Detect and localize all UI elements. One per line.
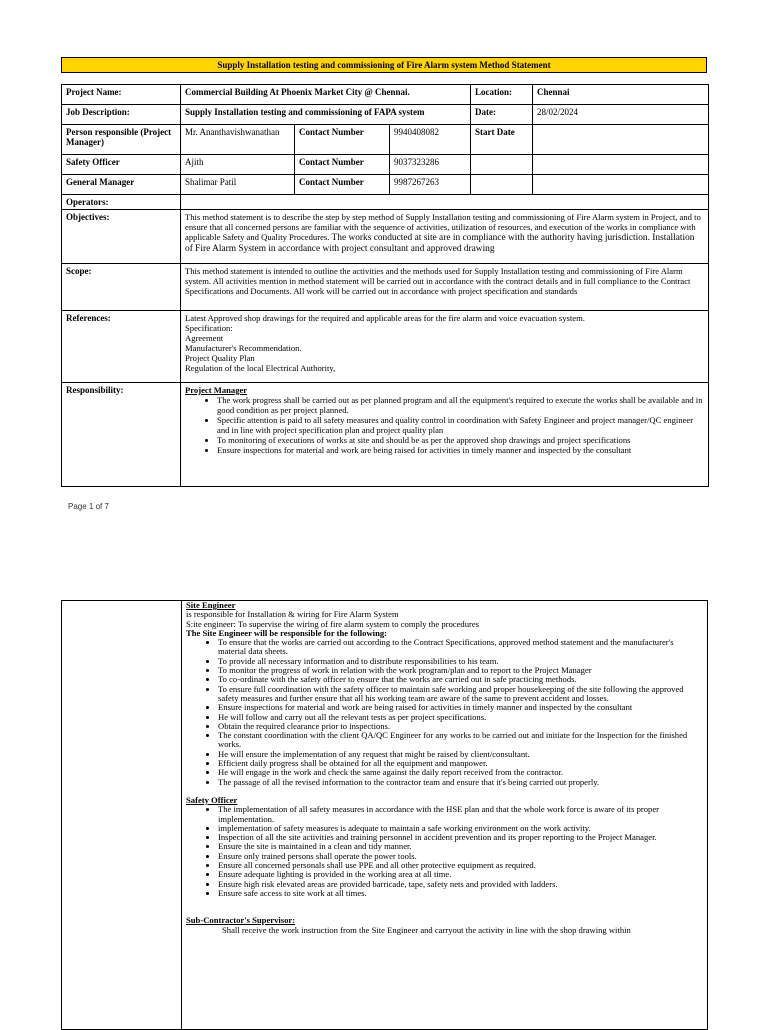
safety-officer-label: Safety Officer <box>62 155 181 175</box>
list-item: • He will engage in the work and check the same against the daily report received from the contractor. <box>218 768 703 777</box>
list-item: • Specific attention is paid to all safety measures and quality control in coordination with Safety Engineer and project manager/QC engineer and in line with project specification plan and project quality plan <box>217 415 704 435</box>
job-value: Supply Installation testing and commissioning of FAPA system <box>181 105 471 125</box>
document-title: Supply Installation testing and commissioning of Fire Alarm system Method Statement <box>61 57 707 73</box>
project-name-label: Project Name: <box>62 85 181 105</box>
reference-item: Project Quality Plan <box>185 353 255 363</box>
page-two-label-column <box>62 601 182 1029</box>
objectives-label: Objectives: <box>62 210 181 264</box>
gm-value: Shalimar Patil <box>181 175 295 195</box>
list-item: • To co-ordinate with the safety officer to ensure that the works are carried out in safe practicing methods. <box>218 675 703 684</box>
list-item: • Efficient daily progress shall be obtained for all the equipment and manpower. <box>218 759 703 768</box>
empty-cell <box>471 155 533 175</box>
location-value: Chennai <box>533 85 709 105</box>
site-engineer-heading: Site Engineer <box>186 600 236 610</box>
list-item: • The implementation of all safety measures in accordance with the HSE plan and that the whole work force is aware of its proper implementation. <box>218 805 703 824</box>
safety-officer-list <box>186 805 703 898</box>
project-name-value: Commercial Building At Phoenix Market City @ Chennai. <box>181 85 471 105</box>
start-date-label: Start Date <box>471 125 533 155</box>
page-two-content <box>186 601 703 935</box>
date-label: Date: <box>471 105 533 125</box>
list-item: • Ensure safe access to site work at all times. <box>218 889 703 898</box>
list-item: • Ensure inspections for material and work are being raised for activities in timely manner and inspected by the consultant <box>218 703 703 712</box>
site-engineer-list <box>186 638 703 787</box>
date-value: 28/02/2024 <box>533 105 709 125</box>
reference-item: Latest Approved shop drawings for the required and applicable areas for the fire alarm and voice evacuation system. <box>185 313 585 323</box>
pm-list <box>185 395 704 455</box>
site-engineer-line: S:ite engineer: To supervise the wiring of fire alarm system to comply the procedures <box>186 618 480 629</box>
safety-officer-heading: Safety Officer <box>186 794 238 805</box>
gm-contact: 9987267263 <box>390 175 471 195</box>
list-item: • He will follow and carry out all the relevant tests as per project specifications. <box>218 713 703 722</box>
start-date-value <box>533 125 709 155</box>
spacer <box>186 787 703 796</box>
page-two-table <box>61 600 708 1030</box>
safety-officer-value: Ajith <box>181 155 295 175</box>
gm-contact-label: Contact Number <box>295 175 390 195</box>
operators-value <box>181 195 709 210</box>
references-value <box>181 311 709 383</box>
scope-label: Scope: <box>62 264 181 311</box>
empty-cell <box>533 175 709 195</box>
operators-label: Operators: <box>62 195 181 210</box>
project-info-table <box>61 84 709 487</box>
list-item: • Ensure adequate lighting is provided in the working area at all time. <box>218 870 703 879</box>
job-label: Job Description: <box>62 105 181 125</box>
subcontractor-line: Shall receive the work instruction from the Site Engineer and carryout the activity in line with the shop drawing within <box>222 924 631 935</box>
reference-item: Specification: <box>185 323 233 333</box>
list-item: • Ensure high risk elevated areas are provided barricade, tape, safety nets and provided with ladders. <box>218 880 703 889</box>
objectives-text-1: This method statement is to describe the step by step method of Supply Installation testing and commissioning of Fire Alarm system in Project, and to ensure that all concerned persons are familiar with the sequence of activities, utilization of resources, and execution of the works in compliance with applicable Safety and Quality Procedures. <box>185 212 701 242</box>
list-item: • Ensure only trained persons shall operate the power tools. <box>218 852 703 861</box>
list-item: • The passage of all the revised information to the contractor team and ensure that it's being carried out properly. <box>218 778 703 787</box>
location-label: Location: <box>471 85 533 105</box>
list-item: • To monitoring of executions of works at site and should be as per the approved shop drawings and project specifications <box>217 435 704 445</box>
spacer <box>186 898 703 916</box>
site-engineer-subheading: The Site Engineer will be responsible for the following: <box>186 627 388 638</box>
gm-label: General Manager <box>62 175 181 195</box>
list-item: • To monitor the progress of work in relation with the work program/plan and to report to the Project Manager <box>218 666 703 675</box>
list-item: • To ensure that the works are carried out according to the Contract Specifications, approved method statement and the manufacturer's material data sheets. <box>218 638 703 657</box>
reference-item: Regulation of the local Electrical Authority, <box>185 363 336 373</box>
empty-cell <box>471 175 533 195</box>
list-item: • Ensure the site is maintained in a clean and tidy manner. <box>218 842 703 851</box>
list-item: • Inspection of all the site activities and training personnel in accident prevention and its proper reporting to the Project Manager. <box>218 833 703 842</box>
list-item: • Ensure inspections for material and work are being raised for activities in timely manner and inspected by the consultant <box>217 445 704 455</box>
list-item: • The work progress shall be carried out as per planned program and all the equipment's required to execute the works shall be available and in good condition as per project planned. <box>217 395 704 415</box>
objectives-text-2: The works conducted at site are in compliance with the authority having jurisdiction. Installation of Fire Alarm System in accordance with project consultant and approved drawing <box>185 233 695 254</box>
person-contact: 9940408082 <box>390 125 471 155</box>
objectives-value <box>181 210 709 264</box>
pm-heading: Project Manager <box>185 385 248 395</box>
scope-value: This method statement is intended to outline the activities and the methods used for Supply Installation testing and commissioning of Fire Alarm system. All activities mention in method statement will be carried out in accordance with the contract details and in full compliance to the Contract Specifications and Documents. All work will be carried out in accordance with project specification and standards <box>181 264 709 311</box>
list-item: • Obtain the required clearance prior to inspections. <box>218 722 703 731</box>
references-label: References: <box>62 311 181 383</box>
site-engineer-line: is responsible for Installation & wiring for Fire Alarm System <box>186 609 399 620</box>
list-item: • The constant coordination with the client QA/QC Engineer for any works to be carried out and initiate for the Inspection for the finished works. <box>218 731 703 750</box>
contact-label: Contact Number <box>295 125 390 155</box>
empty-cell <box>533 155 709 175</box>
list-item: • To provide all necessary information and to distribute responsibilities to his team. <box>218 657 703 666</box>
person-value: Mr. Ananthavishwanathan <box>181 125 295 155</box>
person-label: Person responsible (Project Manager) <box>62 125 181 155</box>
reference-item: Manufacturer's Recommendation. <box>185 343 302 353</box>
safety-contact: 9037323286 <box>390 155 471 175</box>
page-footer: Page 1 of 7 <box>68 502 109 511</box>
subcontractor-heading: Sub-Contractor's Supervisor: <box>186 915 296 926</box>
responsibility-value <box>181 383 709 487</box>
safety-contact-label: Contact Number <box>295 155 390 175</box>
list-item: • Ensure all concerned personals shall use PPE and all other protective equipment as required. <box>218 861 703 870</box>
reference-item: Agreement <box>185 333 224 343</box>
list-item: • To ensure full coordination with the safety officer to maintain safe working and proper housekeeping of the site following the approved safety measures and further ensure that all his working team are aware of the same to prevent accident and losses. <box>218 685 703 704</box>
list-item: • He will ensure the implementation of any request that might be raised by client/consultant. <box>218 750 703 759</box>
responsibility-label: Responsibility: <box>62 383 181 487</box>
list-item: • implementation of safety measures is adequate to maintain a safe working environment on the work activity. <box>218 824 703 833</box>
